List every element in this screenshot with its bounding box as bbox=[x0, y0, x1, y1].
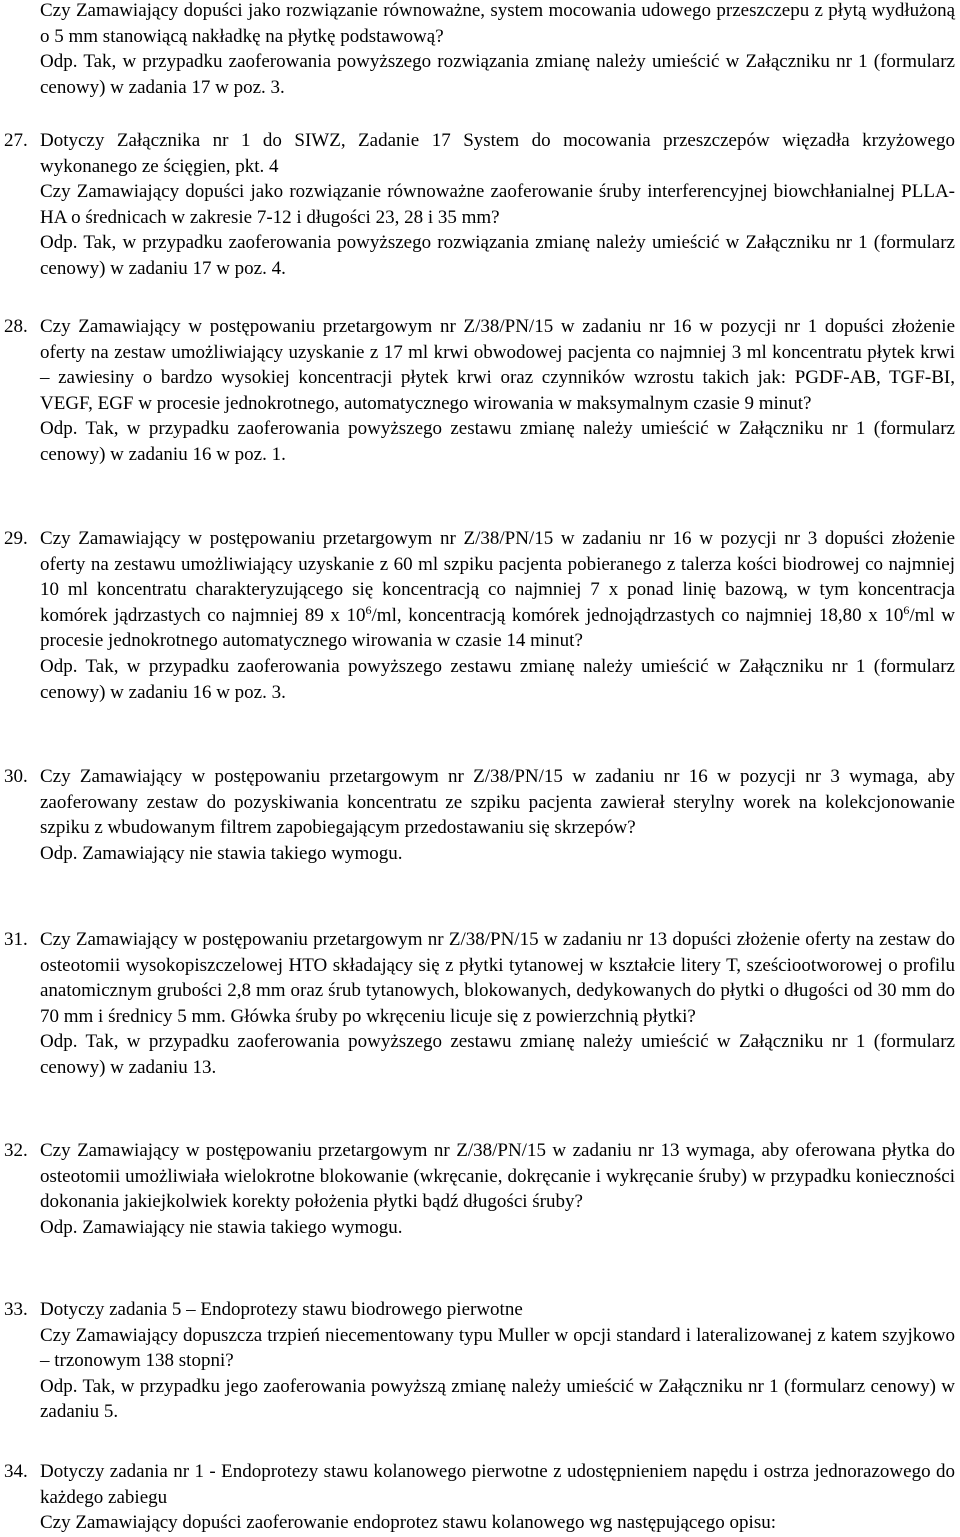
item-body bbox=[40, 1459, 955, 1536]
item-body bbox=[40, 128, 955, 282]
answer-label: Odp. bbox=[40, 1216, 78, 1238]
item-number: 30. bbox=[4, 766, 28, 787]
answer-label: Odp. bbox=[40, 1031, 78, 1053]
question-text: Czy Zamawiający dopuści zaoferowanie endoprotez stawu kolanowego wg następującego opisu: bbox=[40, 1512, 776, 1534]
answer-paragraph bbox=[40, 416, 955, 467]
item-body bbox=[40, 927, 955, 1081]
continued-question-block bbox=[40, 0, 955, 100]
answer-paragraph bbox=[40, 1374, 955, 1425]
item-number: 34. bbox=[4, 1461, 28, 1482]
answer-paragraph bbox=[40, 1215, 955, 1241]
item-number: 27. bbox=[4, 130, 28, 151]
exponent: 6 bbox=[365, 602, 372, 617]
item-body bbox=[40, 1138, 955, 1240]
answer-label: Odp. bbox=[40, 418, 78, 440]
answer-paragraph bbox=[40, 841, 955, 867]
question-text: Czy Zamawiający w postępowaniu przetargowym nr Z/38/PN/15 w zadaniu nr 13 wymaga, aby oferowana płytka do osteotomii umożliwiała wielokrotne blokowanie (wkręcanie, dokręcanie i wykręcanie śruby) w przypadku konieczności dokonania jakiejkolwiek korekty położenia płytki bądź długości śruby? bbox=[40, 1140, 955, 1213]
answer-text: Zamawiający nie stawia takiego wymogu. bbox=[82, 1216, 403, 1238]
item-number: 33. bbox=[4, 1299, 28, 1320]
item-intro: Dotyczy zadania nr 1 - Endoprotezy stawu kolanowego pierwotne z udostępnieniem napędu i ostrza jednorazowego do każdego zabiegu bbox=[40, 1461, 955, 1508]
item-intro: Dotyczy Załącznika nr 1 do SIWZ, Zadanie 17 System do mocowania przeszczepów więzadła krzyżowego wykonanego ze ścięgien, pkt. 4 bbox=[40, 130, 955, 177]
question-text: Czy Zamawiający dopuści jako rozwiązanie równoważne zaoferowanie śruby interferencyjnej biowchłanialnej PLLA-HA o średnicach w zakresie 7-12 i długości 23, 28 i 35 mm? bbox=[40, 181, 955, 228]
item-body bbox=[40, 764, 955, 866]
answer-text: Tak, w przypadku zaoferowania powyższego zestawu zmianę należy umieścić w Załączniku nr 1 (formularz cenowy) w zadaniu 16 w poz. 1. bbox=[40, 418, 955, 465]
answer-text: Tak, w przypadku zaoferowania powyższego rozwiązania zmianę należy umieścić w Załączniku nr 1 (formularz cenowy) w zadania 17 w poz. 3. bbox=[40, 51, 955, 98]
question-part: Czy Zamawiający w postępowaniu przetargowym nr Z/38/PN/15 w zadaniu nr 16 w pozycji nr 3 dopuści złożenie oferty na zestawu umożliwiający uzyskanie z 60 ml szpiku pacjenta pobieranego z talerza kości biodrowej co najmniej 10 ml koncentratu charakteryzującego się koncentracją co najmniej 7 x ponad linię bazową, w tym koncentracja komórek jądrzastych co najmniej 89 x 10 bbox=[40, 528, 955, 626]
item-number: 28. bbox=[4, 316, 28, 337]
question-text: Czy Zamawiający dopuści jako rozwiązanie równoważne, system mocowania udowego przeszczepu z płytą wydłużoną o 5 mm stanowiącą nakładkę na płytkę podstawową? bbox=[40, 0, 955, 47]
item-number: 29. bbox=[4, 528, 28, 549]
question-text: Czy Zamawiający w postępowaniu przetargowym nr Z/38/PN/15 w zadaniu nr 16 w pozycji nr 3 wymaga, aby zaoferowany zestaw do pozyskiwania koncentratu ze szpiku pacjenta zawierał sterylny worek na kolekcjonowanie szpiku z wbudowanym filtrem zapobiegającym przedostawaniu się skrzepów? bbox=[40, 766, 955, 839]
item-number: 31. bbox=[4, 929, 28, 950]
exponent: 6 bbox=[903, 602, 910, 617]
answer-text: Zamawiający nie stawia takiego wymogu. bbox=[82, 842, 403, 864]
answer-label: Odp. bbox=[40, 842, 78, 864]
answer-text: Tak, w przypadku zaoferowania powyższego zestawu zmianę należy umieścić w Załączniku nr 1 (formularz cenowy) w zadaniu 13. bbox=[40, 1031, 955, 1078]
question-part: /ml w procesie jednokrotnego automatycznego wirowania w czasie 14 minut? bbox=[40, 604, 955, 652]
answer-label: Odp. bbox=[40, 51, 78, 73]
answer-paragraph bbox=[40, 1029, 955, 1080]
answer-label: Odp. bbox=[40, 232, 78, 254]
question-part: /ml, koncentracją komórek jednojądrzastych co najmniej 18,80 x 10 bbox=[371, 604, 904, 626]
answer-paragraph bbox=[40, 230, 955, 281]
question-text: Czy Zamawiający w postępowaniu przetargowym nr Z/38/PN/15 w zadaniu nr 16 w pozycji nr 1 dopuści złożenie oferty na zestaw umożliwiający uzyskanie z 17 ml krwi obwodowej pacjenta co najmniej 3 ml koncentratu płytek krwi – zawiesiny o bardzo wysokiej koncentracji płytek krwi oraz czynników wzrostu takich jak: PGDF-AB, TGF-BI, VEGF, EGF w procesie jednokrotnego, automatycznego wirowania w maksymalnym czasie 9 minut? bbox=[40, 316, 955, 414]
item-body bbox=[40, 526, 955, 705]
answer-text: Tak, w przypadku zaoferowania powyższego zestawu zmianę należy umieścić w Załączniku nr 1 (formularz cenowy) w zadaniu 16 w poz. 3. bbox=[40, 655, 955, 703]
item-number: 32. bbox=[4, 1140, 28, 1161]
item-intro: Dotyczy zadania 5 – Endoprotezy stawu biodrowego pierwotne bbox=[40, 1299, 523, 1320]
answer-paragraph bbox=[40, 49, 955, 100]
answer-text: Tak, w przypadku zaoferowania powyższego rozwiązania zmianę należy umieścić w Załączniku nr 1 (formularz cenowy) w zadaniu 17 w poz. 4. bbox=[40, 232, 955, 279]
answer-paragraph bbox=[40, 654, 955, 705]
answer-label: Odp. bbox=[40, 1375, 78, 1397]
question-text: Czy Zamawiający dopuszcza trzpień niecementowany typu Muller w opcji standard i lateralizowanej z katem szyjkowo – trzonowym 138 stopni? bbox=[40, 1324, 955, 1372]
question-text: Czy Zamawiający w postępowaniu przetargowym nr Z/38/PN/15 w zadaniu nr 13 dopuści złożenie oferty na zestaw do osteotomii wysokopiszczelowej HTO składający się z płytki tytanowej w kształcie litery T, sześciootworowej o profilu anatomicznym grubości 2,8 mm oraz śrub tytanowych, blokowanych, dedykowanych do płytki o długości od 30 mm do 70 mm i średnicy 5 mm. Główka śruby po wkręceniu licuje się z powierzchnią płytki? bbox=[40, 929, 955, 1027]
item-body bbox=[40, 314, 955, 468]
question-text bbox=[40, 526, 955, 654]
answer-label: Odp. bbox=[40, 655, 78, 677]
answer-text: Tak, w przypadku jego zaoferowania powyższą zmianę należy umieścić w Załączniku nr 1 (formularz cenowy) w zadaniu 5. bbox=[40, 1375, 955, 1423]
item-body bbox=[40, 1297, 955, 1425]
